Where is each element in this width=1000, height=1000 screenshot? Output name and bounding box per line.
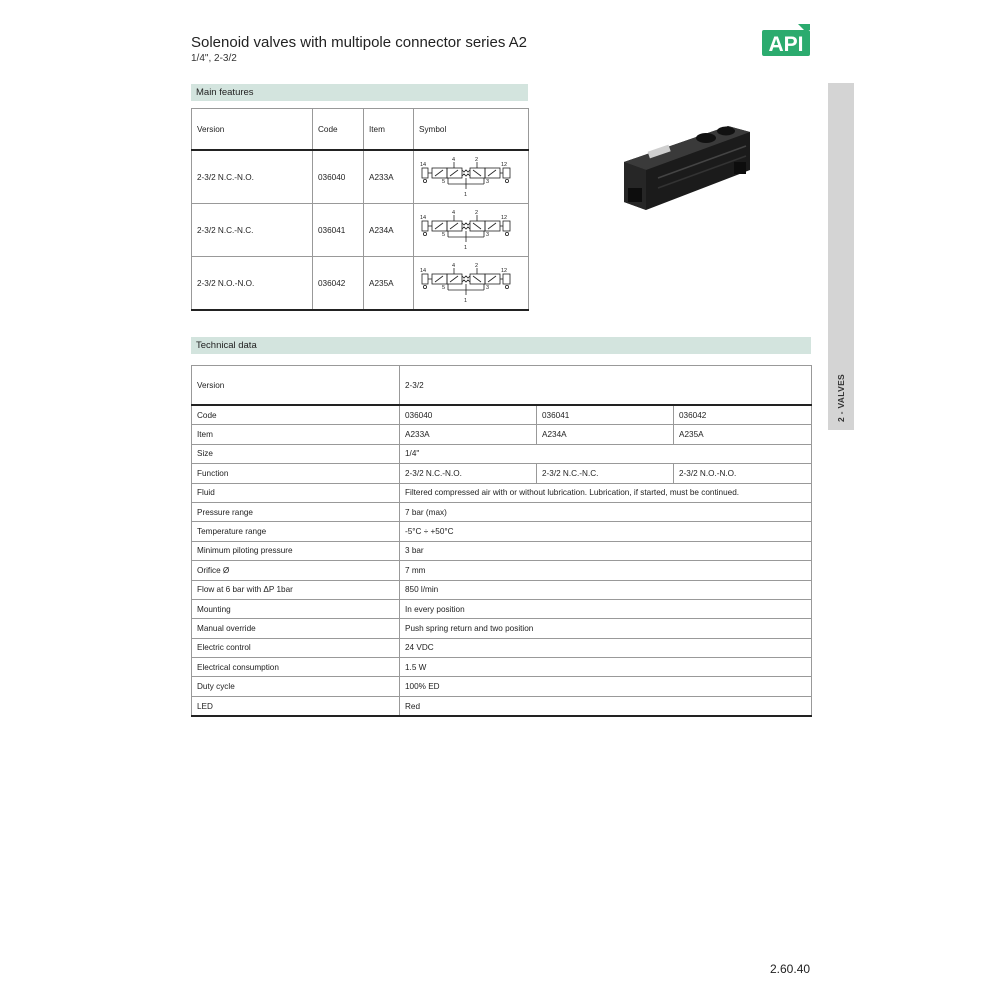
table-row: [192, 599, 812, 618]
row-value: 3 bar: [400, 541, 812, 560]
port-label: 2: [475, 157, 479, 163]
table-row: [192, 658, 812, 677]
item-cell: A235A: [364, 257, 414, 311]
main-features-title: Main features: [196, 87, 254, 98]
table-row: [192, 150, 529, 204]
table-row: [192, 204, 529, 257]
row-value: 100% ED: [400, 677, 812, 696]
row-value: 7 mm: [400, 561, 812, 580]
row-label: Function: [192, 464, 400, 483]
item-cell: A234A: [364, 204, 414, 257]
col-header-item: Item: [364, 109, 414, 151]
row-label: Size: [192, 444, 400, 463]
col-header-version: Version: [192, 109, 313, 151]
row-label: Temperature range: [192, 522, 400, 541]
row-value: Push spring return and two position: [400, 619, 812, 638]
side-tab: [828, 83, 854, 430]
version-cell: 2-3/2 N.O.-N.O.: [192, 257, 313, 311]
item-value: A234A: [537, 425, 674, 444]
item-value: A233A: [400, 425, 537, 444]
valve-product-image: [618, 118, 754, 216]
valve-symbol: [419, 156, 513, 198]
table-row: [192, 696, 812, 716]
table-row: [192, 561, 812, 580]
row-value: In every position: [400, 599, 812, 618]
row-label: Manual override: [192, 619, 400, 638]
port-label: 14: [420, 162, 427, 168]
main-features-header: [191, 84, 528, 101]
function-value: 2-3/2 N.O.-N.O.: [674, 464, 812, 483]
port-label: 12: [501, 162, 508, 168]
page-subtitle: 1/4", 2-3/2: [191, 53, 237, 64]
table-header-row: [192, 366, 812, 406]
code-cell: 036041: [313, 204, 364, 257]
row-value: 850 l/min: [400, 580, 812, 599]
port-label: 2: [475, 263, 479, 269]
item-cell: A233A: [364, 150, 414, 204]
table-row: [192, 677, 812, 696]
port-label: 3: [486, 232, 490, 238]
table-header-row: [192, 109, 529, 151]
port-label: 12: [501, 215, 508, 221]
symbol-cell: [414, 204, 529, 257]
main-features-table: [191, 108, 529, 311]
port-label: 4: [452, 210, 456, 216]
function-value: 2-3/2 N.C.-N.C.: [537, 464, 674, 483]
port-label: 1: [464, 245, 468, 251]
row-label: Minimum piloting pressure: [192, 541, 400, 560]
row-label: Orifice Ø: [192, 561, 400, 580]
table-row: [192, 405, 812, 425]
technical-data-title: Technical data: [196, 340, 257, 351]
valve-symbol: [419, 209, 513, 251]
api-logo: [762, 24, 810, 58]
port-label: 1: [464, 192, 468, 198]
size-value: 1/4": [400, 444, 812, 463]
item-value: A235A: [674, 425, 812, 444]
valve-symbol: [419, 262, 513, 304]
table-row: [192, 464, 812, 483]
version-cell: 2-3/2 N.C.-N.C.: [192, 204, 313, 257]
logo-text: API: [768, 33, 804, 56]
row-label: Electric control: [192, 638, 400, 657]
port-label: 4: [452, 157, 456, 163]
table-row: [192, 444, 812, 463]
table-row: [192, 483, 812, 502]
technical-data-table: [191, 365, 812, 717]
row-label: Item: [192, 425, 400, 444]
port-label: 12: [501, 268, 508, 274]
row-label: Electrical consumption: [192, 658, 400, 677]
port-label: 2: [475, 210, 479, 216]
row-value: -5°C ÷ +50°C: [400, 522, 812, 541]
table-row: [192, 502, 812, 521]
row-value: Red: [400, 696, 812, 716]
code-cell: 036042: [313, 257, 364, 311]
row-value: 24 VDC: [400, 638, 812, 657]
table-row: [192, 541, 812, 560]
row-label: Duty cycle: [192, 677, 400, 696]
code-value: 036042: [674, 405, 812, 425]
table-row: [192, 522, 812, 541]
row-value: Filtered compressed air with or without lubrication. Lubrication, if started, must be continued.: [400, 483, 812, 502]
row-label: Mounting: [192, 599, 400, 618]
side-tab-label: 2 - VALVES: [836, 373, 846, 423]
version-value: 2-3/2: [400, 366, 812, 406]
symbol-cell: [414, 257, 529, 311]
row-label: Code: [192, 405, 400, 425]
port-label: 5: [442, 232, 446, 238]
port-label: 4: [452, 263, 456, 269]
table-row: [192, 619, 812, 638]
function-value: 2-3/2 N.C.-N.O.: [400, 464, 537, 483]
row-value: 1.5 W: [400, 658, 812, 677]
row-label: Fluid: [192, 483, 400, 502]
code-value: 036040: [400, 405, 537, 425]
row-label: LED: [192, 696, 400, 716]
port-label: 5: [442, 285, 446, 291]
symbol-cell: [414, 150, 529, 204]
row-value: 7 bar (max): [400, 502, 812, 521]
technical-data-header: [191, 337, 811, 354]
table-row: [192, 257, 529, 311]
col-header-symbol: Symbol: [414, 109, 529, 151]
table-row: [192, 580, 812, 599]
version-cell: 2-3/2 N.C.-N.O.: [192, 150, 313, 204]
port-label: 3: [486, 285, 490, 291]
port-label: 3: [486, 179, 490, 185]
code-value: 036041: [537, 405, 674, 425]
table-row: [192, 425, 812, 444]
page-title: Solenoid valves with multipole connector series A2: [191, 34, 528, 51]
port-label: 1: [464, 298, 468, 304]
code-cell: 036040: [313, 150, 364, 204]
table-row: [192, 638, 812, 657]
page-number: 2.60.40: [770, 962, 811, 976]
port-label: 5: [442, 179, 446, 185]
col-header-code: Code: [313, 109, 364, 151]
row-label: Pressure range: [192, 502, 400, 521]
row-label: Flow at 6 bar with ΔP 1bar: [192, 580, 400, 599]
port-label: 14: [420, 215, 427, 221]
port-label: 14: [420, 268, 427, 274]
version-label: Version: [192, 366, 400, 406]
